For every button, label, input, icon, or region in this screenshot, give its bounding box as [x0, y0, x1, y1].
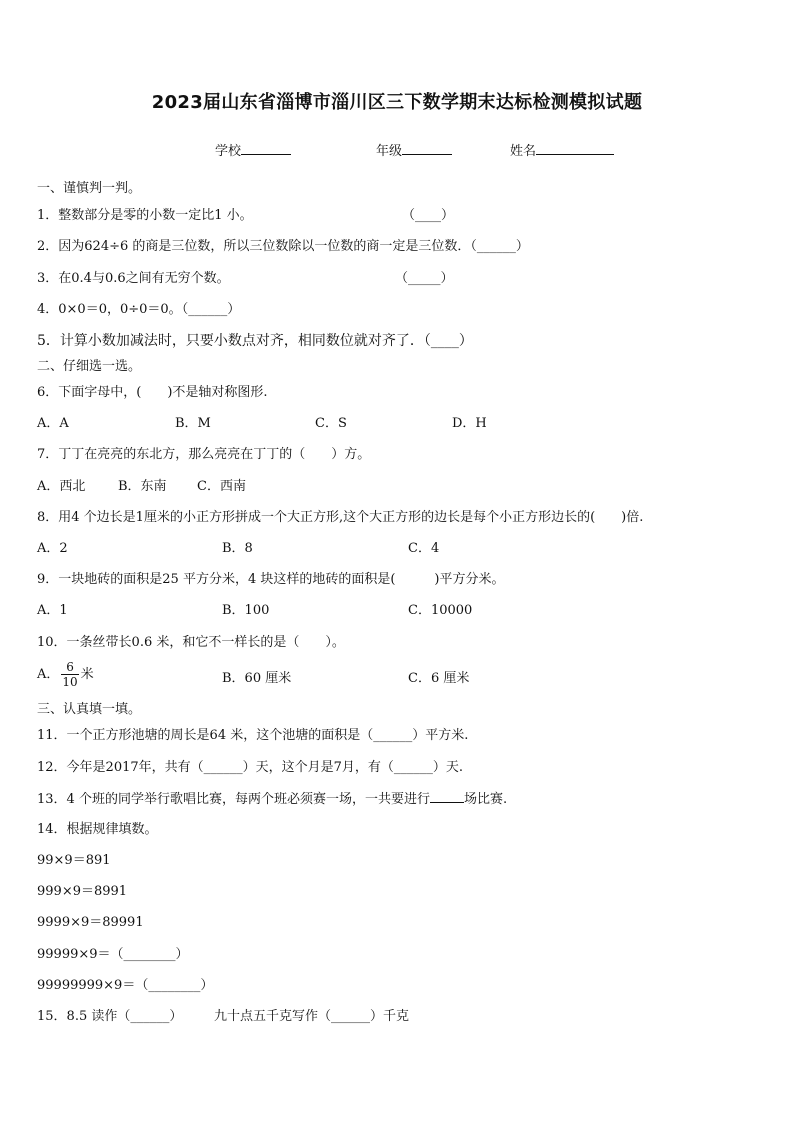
fraction — [61, 660, 78, 689]
name-label: 姓名 — [510, 144, 537, 159]
question-15a[interactable]: 15．8.5 读作（______） — [37, 1009, 183, 1024]
question-12[interactable]: 12．今年是2017年，共有（______）天，这个月是7月，有（______）天. — [37, 760, 464, 775]
option-unit: 米 — [80, 667, 94, 682]
school-blank[interactable] — [241, 142, 291, 155]
grade-blank[interactable] — [402, 142, 452, 155]
question-10: 10．一条丝带长0.6 米，和它不一样长的是（ ）。 — [37, 635, 345, 650]
section-heading-judge: 一、谨慎判一判。 — [37, 181, 142, 196]
option-6c[interactable]: C．S — [315, 416, 347, 431]
option-10c[interactable]: C．6 厘米 — [408, 671, 470, 686]
option-9c[interactable]: C．10000 — [408, 603, 473, 618]
option-8a[interactable]: A．2 — [37, 541, 68, 556]
question-15b[interactable]: 九十点五千克写作（______）千克 — [214, 1009, 410, 1024]
question-text: 13．4 个班的同学举行歌唱比赛，每两个班必须赛一场，一共要进行 — [37, 792, 430, 807]
pattern-line-4[interactable]: 99999×9＝（________） — [37, 947, 189, 962]
question-13 — [37, 790, 507, 809]
question-14: 14．根据规律填数。 — [37, 822, 158, 837]
question-text: 4．0×0＝0，0÷0＝0。 — [37, 302, 182, 317]
question-7: 7．丁丁在亮亮的东北方，那么亮亮在丁丁的（ ）方。 — [37, 447, 371, 462]
student-info-row — [0, 140, 794, 160]
option-6d[interactable]: D．H — [452, 416, 487, 431]
option-9b[interactable]: B．100 — [222, 603, 270, 618]
option-7b[interactable]: B．东南 — [118, 479, 167, 494]
name-blank[interactable] — [536, 142, 614, 155]
pattern-line-5[interactable]: 99999999×9＝（________） — [37, 978, 214, 993]
pattern-line-3: 9999×9＝89991 — [37, 915, 144, 930]
question-text: 5．计算小数加减法时，只要小数点对齐，相同数位就对齐了． — [37, 333, 424, 349]
name-field[interactable] — [510, 140, 614, 159]
question-11[interactable]: 11．一个正方形池塘的周长是64 米，这个池塘的面积是（______）平方米. — [37, 728, 469, 743]
question-text: 1．整数部分是零的小数一定比1 小。 — [37, 208, 253, 223]
option-8c[interactable]: C．4 — [408, 541, 440, 556]
fraction-denominator: 10 — [62, 675, 78, 689]
answer-blank-13[interactable] — [430, 790, 464, 803]
question-2 — [37, 238, 529, 256]
question-text: 2．因为624÷6 的商是三位数，所以三位数除以一位数的商一定是三位数． — [37, 239, 471, 254]
question-3 — [37, 270, 230, 288]
question-text: 3．在0.4与0.6之间有无穷个数。 — [37, 271, 230, 286]
option-10b[interactable]: B．60 厘米 — [222, 671, 292, 686]
question-text-end: 场比赛. — [463, 792, 508, 807]
fraction-numerator: 6 — [61, 660, 78, 675]
option-6a[interactable]: A．A — [37, 416, 69, 431]
question-8: 8．用4 个边长是1厘米的小正方形拼成一个大正方形,这个大正方形的边长是每个小正方形边长的( )倍. — [37, 510, 644, 525]
option-label: A． — [37, 667, 60, 682]
answer-paren-2[interactable]: （______） — [470, 239, 529, 254]
section-heading-choose: 二、仔细选一选。 — [37, 359, 142, 374]
answer-paren-3[interactable]: （_____） — [395, 271, 454, 286]
answer-paren-5[interactable]: （____） — [423, 333, 473, 349]
page-title: 2023届山东省淄博市淄川区三下数学期末达标检测模拟试题 — [151, 92, 643, 113]
question-4 — [37, 301, 240, 319]
option-7c[interactable]: C．西南 — [197, 479, 246, 494]
answer-paren-1[interactable]: （____） — [402, 208, 455, 223]
grade-field[interactable] — [376, 140, 452, 159]
pattern-line-1: 99×9＝891 — [37, 853, 111, 868]
question-9: 9．一块地砖的面积是25 平方分米，4 块这样的地砖的面积是( )平方分米。 — [37, 572, 505, 587]
pattern-line-2: 999×9＝8991 — [37, 884, 128, 899]
option-7a[interactable]: A．西北 — [37, 479, 86, 494]
school-field[interactable] — [215, 140, 291, 159]
question-6: 6．下面字母中，( )不是轴对称图形. — [37, 385, 268, 400]
answer-paren-4[interactable]: （______） — [181, 302, 241, 317]
grade-label: 年级 — [376, 144, 403, 159]
option-8b[interactable]: B．8 — [222, 541, 253, 556]
question-5 — [37, 332, 473, 350]
option-9a[interactable]: A．1 — [37, 603, 68, 618]
school-label: 学校 — [215, 144, 242, 159]
option-10a[interactable] — [37, 660, 94, 689]
section-heading-fill: 三、认真填一填。 — [37, 702, 142, 717]
question-1 — [37, 207, 253, 225]
option-6b[interactable]: B．M — [175, 416, 211, 431]
